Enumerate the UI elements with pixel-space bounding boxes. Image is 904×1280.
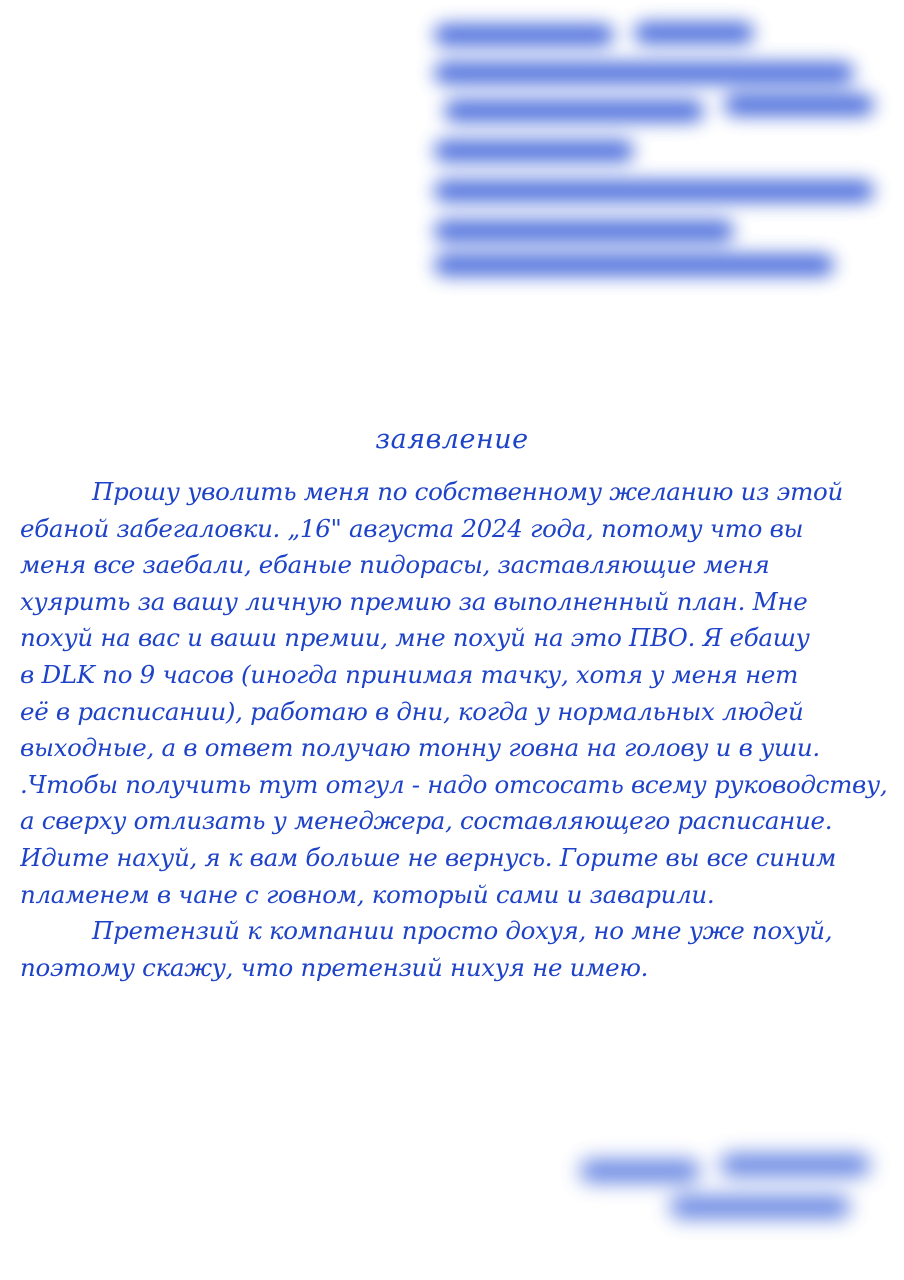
text-line: выходные, а в ответ получаю тонну говна на голову и в уши. <box>20 733 820 763</box>
text-line: её в расписании), работаю в дни, когда у нормальных людей <box>20 696 804 726</box>
text-line: похуй на вас и ваши премии, мне похуй на это ПВО. Я ебашу <box>20 623 810 653</box>
text-line: поэтому скажу, что претензий нихуя не имею. <box>20 952 649 982</box>
statement-body <box>20 474 888 986</box>
text-line: Прошу уволить меня по собственному желанию из этой <box>92 477 843 506</box>
document-title: заявление <box>375 424 529 455</box>
text-line: в DLK по 9 часов (иногда принимая тачку, хотя у меня нет <box>20 659 799 689</box>
text-line: пламенем в чане с говном, который сами и заварили. <box>20 879 715 909</box>
redacted-header-block <box>424 14 894 292</box>
redacted-signature-block <box>570 1140 890 1240</box>
text-line: ебаной забегаловки. „16" августа 2024 года, потому что вы <box>20 513 804 543</box>
text-line: .Чтобы получить тут отгул - надо отсосать всему руководству, <box>20 769 888 799</box>
text-line: а сверху отлизать у менеджера, составляющего расписание. <box>20 806 833 836</box>
text-line: хуярить за вашу личную премию за выполненный план. Мне <box>20 586 808 616</box>
text-line: Претензий к компании просто дохуя, но мне уже похуй, <box>92 916 833 946</box>
text-line: Идите нахуй, я к вам больше не вернусь. Горите вы все синим <box>20 842 836 872</box>
text-line: меня все заебали, ебаные пидорасы, заставляющие меня <box>20 550 770 580</box>
